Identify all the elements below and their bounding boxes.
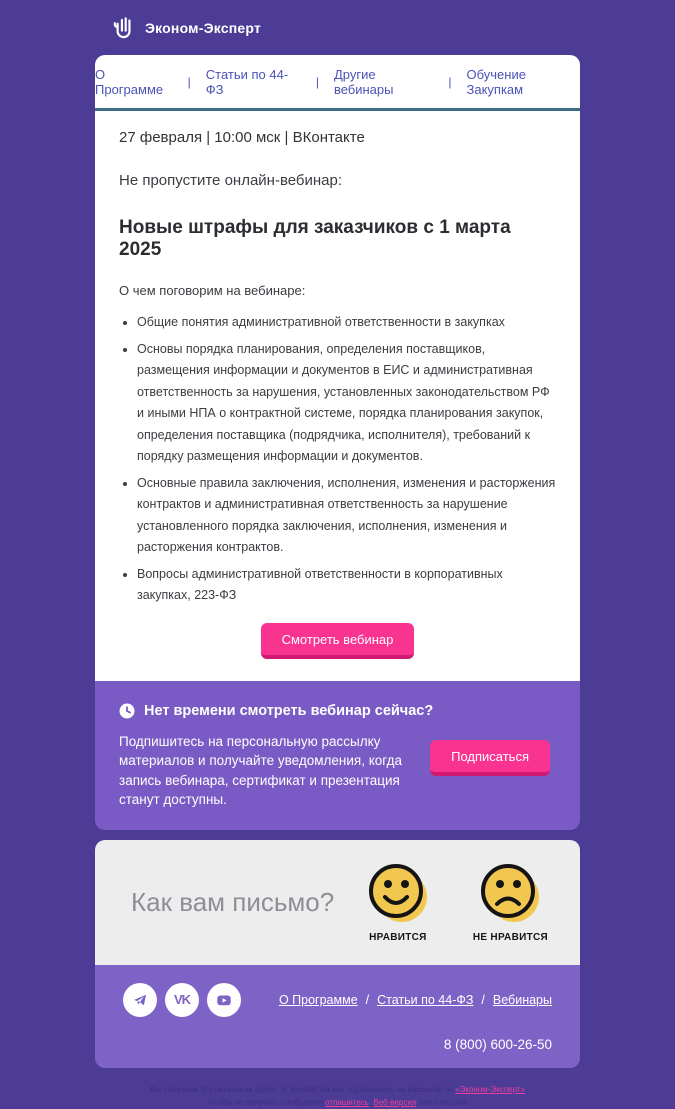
nav-link-procurement-training[interactable]: Обучение Закупкам <box>466 67 526 97</box>
nav-separator: | <box>187 75 191 89</box>
nav-bar <box>95 55 580 111</box>
brand-hand-icon <box>110 14 136 42</box>
dislike-button[interactable] <box>473 861 548 943</box>
watch-webinar-button[interactable]: Смотреть вебинар <box>261 623 415 659</box>
legal-text: . <box>368 1097 374 1107</box>
intro-text: Не пропустите онлайн-вебинар: <box>119 172 343 189</box>
nav-separator: | <box>315 75 319 89</box>
footer-links-separator: / <box>365 992 370 1007</box>
nav-link-other-webinars[interactable]: Другие вебинары <box>333 67 394 97</box>
footer-link-articles-44fz[interactable]: Статьи по 44-ФЗ <box>377 992 474 1007</box>
brand-link[interactable]: «Эконом-Эксперт» <box>455 1084 525 1094</box>
agenda-list <box>137 312 556 607</box>
happy-smiley-icon <box>365 861 431 927</box>
main-card <box>95 55 580 681</box>
legal-text: Чтобы не получать сообщения <box>208 1097 326 1107</box>
event-meta: 27 февраля | 10:00 мск | ВКонтакте <box>119 129 365 146</box>
agenda-item: • Общие понятия административной ответственности в закупках <box>137 312 556 334</box>
brand-logo[interactable] <box>95 0 580 55</box>
nav-separator: | <box>448 75 452 89</box>
vk-glyph: VK <box>173 992 191 1008</box>
vk-icon[interactable] <box>165 983 199 1017</box>
agenda-heading: О чем поговорим на вебинаре: <box>119 283 306 298</box>
feedback-question: Как вам письмо? <box>131 886 335 917</box>
nav-link-program[interactable]: О Программе <box>95 67 164 97</box>
legal-text: этого письма <box>416 1097 467 1107</box>
like-button[interactable] <box>365 861 431 943</box>
legal-note <box>95 1084 580 1109</box>
telegram-icon[interactable] <box>123 983 157 1017</box>
webinar-content <box>95 111 580 681</box>
web-version-link[interactable]: Веб-версия <box>373 1097 417 1107</box>
unsubscribe-link[interactable]: отпишитесь <box>325 1097 369 1107</box>
youtube-icon[interactable] <box>207 983 241 1017</box>
webinar-title: Новые штрафы для заказчиков с 1 марта 2025 <box>119 217 511 260</box>
clock-icon <box>119 703 135 719</box>
feedback-card <box>95 840 580 965</box>
footer-links-separator: / <box>481 992 485 1007</box>
like-label: НРАВИТСЯ <box>369 932 427 944</box>
nav-link-articles-44fz[interactable]: Статьи по 44-ФЗ <box>205 67 289 97</box>
sad-smiley-icon <box>477 861 543 927</box>
legal-line-1 <box>95 1084 580 1097</box>
subscribe-body: Подпишитесь на персональную рассылку материалов и получайте уведомления, когда запись вебинара, сертификат и презентация станут доступны. <box>119 733 402 808</box>
legal-text: Вы получили это письмо на адрес: {{_Email}} так как подписались на рассылки от <box>150 1084 456 1094</box>
footer-phone: 8 (800) 600-26-50 <box>443 1036 552 1052</box>
agenda-item: • Вопросы административной ответственности в корпоративных закупках, 223-ФЗ <box>137 564 556 607</box>
agenda-item: • Основы порядка планирования, определения поставщиков, размещения информации и документов в ЕИС и административная ответственность за нарушения, установленных законодательством РФ и иными НПА о контрактной системе, порядка планирования закупок, определения поставщика (подрядчика, исполнителя), требований к порядку размещения информации и документов. <box>137 339 556 468</box>
subscribe-section <box>95 681 580 830</box>
brand-name: Эконом-Эксперт <box>145 20 262 36</box>
footer-link-webinars[interactable]: Вебинары <box>492 992 552 1007</box>
dislike-label: НЕ НРАВИТСЯ <box>472 932 548 944</box>
agenda-item: • Основные правила заключения, исполнения, изменения и расторжения контрактов и административная ответственность за нарушение установленного порядка заключения, исполнения, изменения и расторжения контрактов. <box>137 473 556 559</box>
legal-line-2 <box>95 1097 580 1109</box>
footer <box>95 965 580 1068</box>
subscribe-button[interactable]: Подписаться <box>430 740 550 776</box>
footer-link-program[interactable]: О Программе <box>278 992 358 1007</box>
subscribe-heading: Нет времени смотреть вебинар сейчас? <box>144 702 434 719</box>
